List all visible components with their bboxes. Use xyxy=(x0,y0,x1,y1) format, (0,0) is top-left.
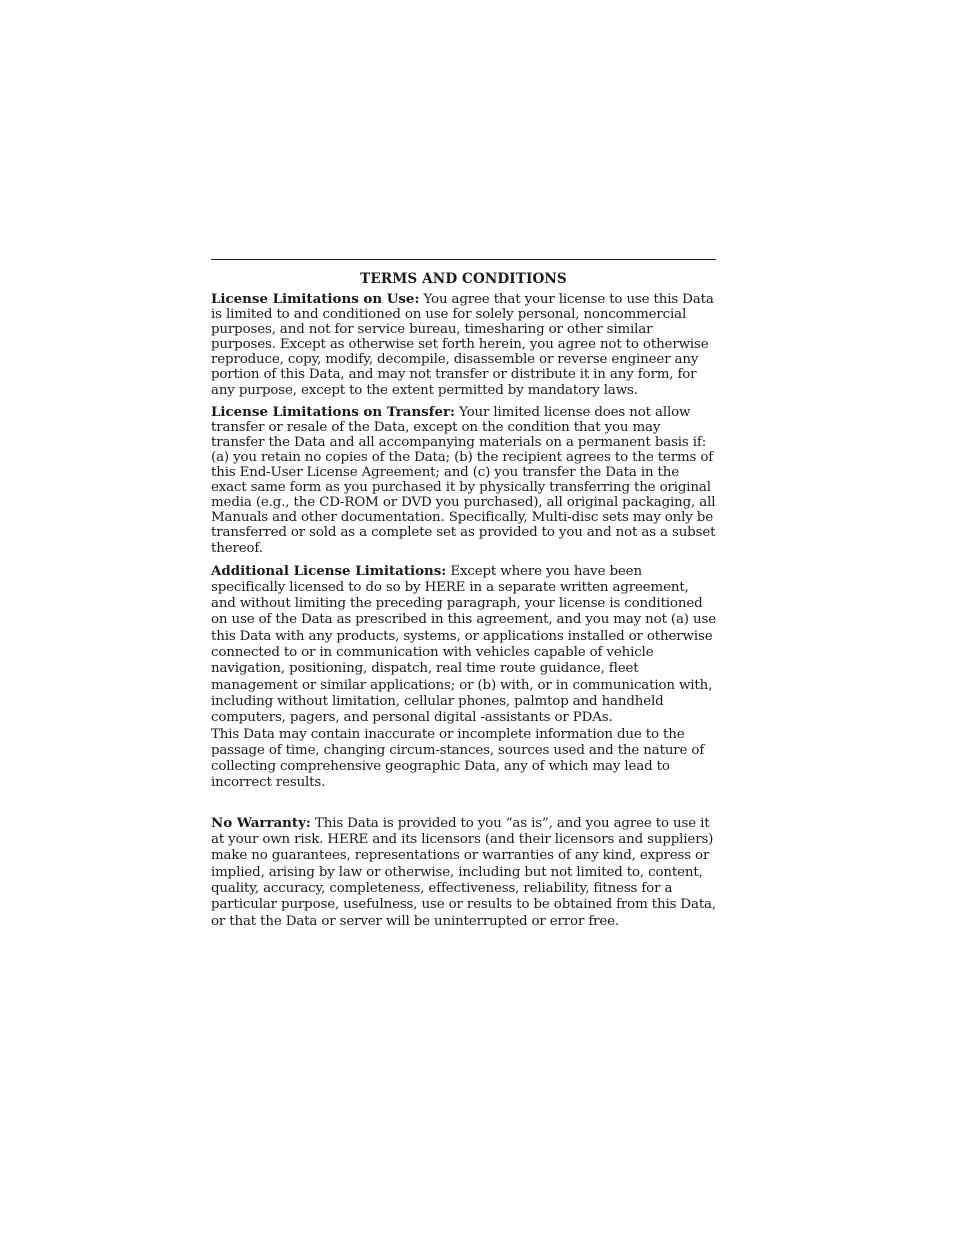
section-body: Except where you have been specifically licensed to do so by HERE in a separate written agreement, and without limiting the preceding paragraph, your license is conditioned on use of the Data as prescribed in this agreement, and you may not (a) use this Data with any products, systems, or applications installed or otherwise connected to or in communication with vehicles capable of vehicle navigation, positioning, dispatch, real time route guidance, fleet management or similar applications; or (b) with, or in communication with, including without limitation, cellular phones, palmtop and handheld computers, pagers, and personal digital -assistants or PDAs. xyxy=(211,563,716,726)
section-body: Your limited license does not allow transfer or resale of the Data, except on the condition that you may transfer the Data and all accompanying materials on a permanent basis if: (a) you retain no copies of the Data; (b) the recipient agrees to the terms of this End-User License Agreement; and (c) you transfer the Data in the exact same form as you purchased it by physically transferring the original media (e.g., the CD-ROM or DVD you purchased), all original packaging, all Manuals and other documentation. Specifically, Multi-disc sets may only be transferred or sold as a complete set as provided to you and not as a subset thereof. xyxy=(211,404,716,556)
section-license-use xyxy=(211,292,716,398)
top-rule xyxy=(211,259,716,260)
section-body: This Data is provided to you “as is”, and you agree to use it at your own risk. HERE and its licensors (and their licensors and suppliers) make no guarantees, representations or warranties of any kind, express or implied, arising by law or otherwise, including but not limited to, content, quality, accuracy, completeness, effectiveness, reliability, fitness for a particular purpose, usefulness, use or results to be obtained from this Data, or that the Data or server will be uninterrupted or error free. xyxy=(211,815,716,929)
section-heading: License Limitations on Transfer: xyxy=(211,403,455,420)
section-license-transfer xyxy=(211,405,716,556)
section-additional-limitations xyxy=(211,563,716,727)
terms-page xyxy=(211,259,716,937)
section-heading: Additional License Limitations: xyxy=(211,562,447,579)
accuracy-note: This Data may contain inaccurate or incomplete information due to the passage of time, changing circum-stances, sources used and the nature of collecting comprehensive geographic Data, any of which may lead to incorrect results. xyxy=(211,726,705,791)
section-body: You agree that your license to use this Data is limited to and conditioned on use for solely personal, noncommercial purposes, and not for service bureau, timesharing or other similar purposes. Except as otherwise set forth herein, you agree not to otherwise reproduce, copy, modify, decompile, disassemble or reverse engineer any portion of this Data, and may not transfer or distribute it in any form, for any purpose, except to the extent permitted by mandatory laws. xyxy=(211,292,714,398)
page-title: TERMS AND CONDITIONS xyxy=(360,271,567,287)
section-no-warranty xyxy=(211,815,716,930)
section-heading: License Limitations on Use: xyxy=(211,291,420,307)
section-heading: No Warranty: xyxy=(211,814,311,831)
